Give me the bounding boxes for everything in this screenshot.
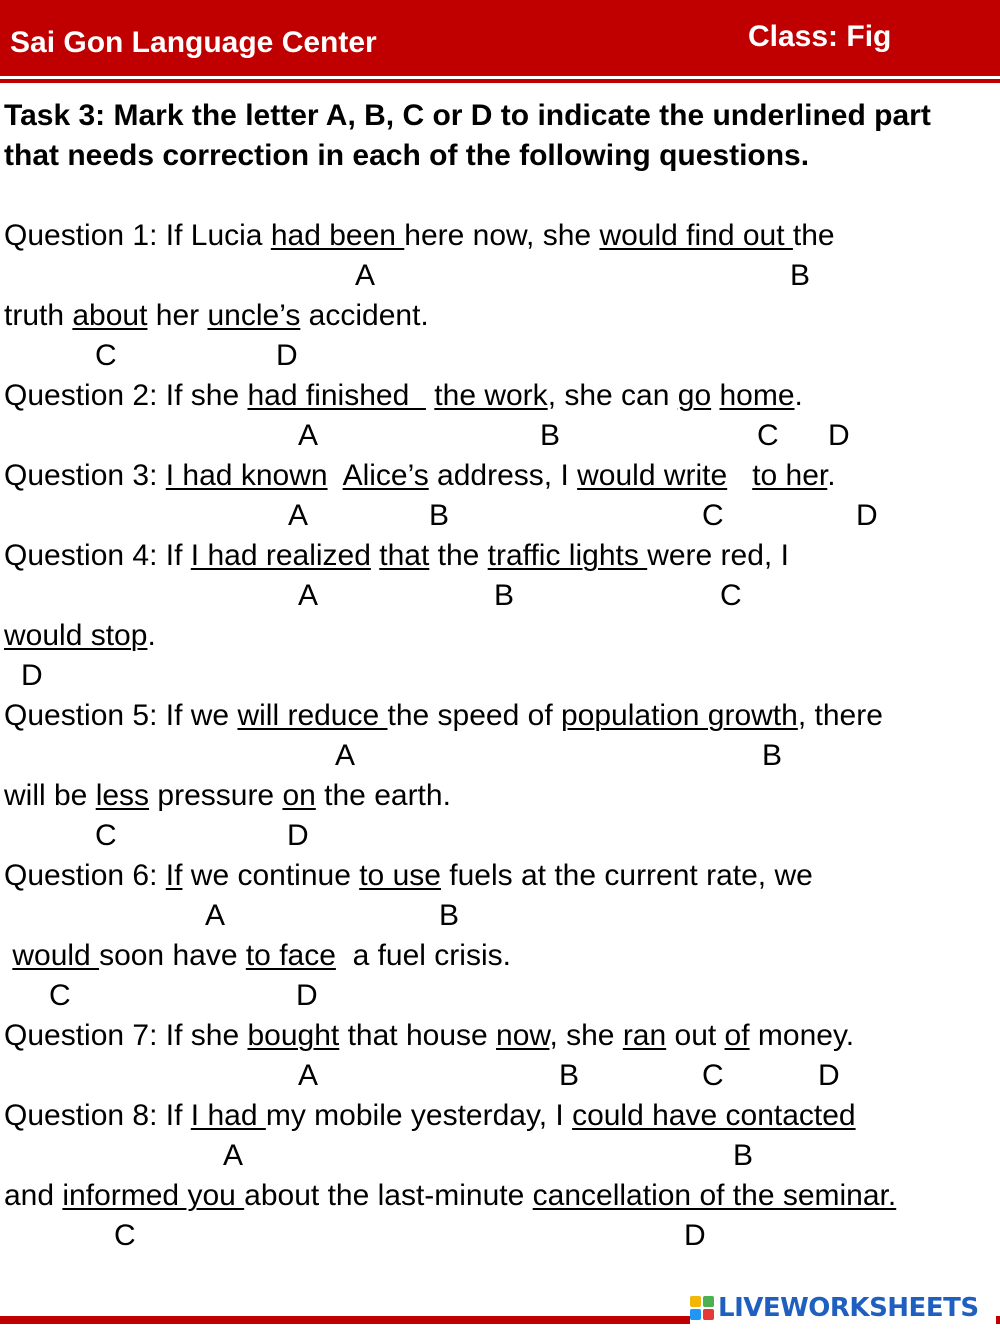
question-5-line-2: [4, 778, 451, 814]
question-4-line-1: [4, 538, 789, 574]
option-letter-b: B: [733, 1139, 754, 1172]
underlined-part: cancellation of the seminar.: [532, 1179, 897, 1212]
underlined-part: would stop: [4, 619, 148, 652]
sentence-text: about the last-minute: [244, 1179, 533, 1212]
underlined-part: about: [72, 299, 148, 332]
sentence-text: her: [147, 299, 208, 332]
question-7-line-1: [4, 1018, 854, 1054]
sentence-text: that house: [339, 1019, 497, 1052]
question-1-line-2: [4, 298, 429, 334]
option-letter-d: D: [684, 1219, 706, 1252]
option-letter-a: A: [355, 259, 376, 292]
option-letter-a: A: [298, 419, 319, 452]
underlined-part: had been: [270, 219, 405, 252]
option-letter-d: D: [828, 419, 850, 452]
underlined-part: home: [719, 379, 795, 412]
sentence-text: my mobile yesterday, I: [265, 1099, 573, 1132]
option-letter-a: A: [205, 899, 226, 932]
sentence-text: soon have: [99, 939, 246, 972]
underlined-part: will reduce: [237, 699, 388, 732]
option-letter-b: B: [762, 739, 783, 772]
option-letter-c: C: [49, 979, 71, 1012]
sentence-text: , she: [549, 1019, 623, 1052]
underlined-part: I had: [190, 1099, 266, 1132]
option-letter-b: B: [429, 499, 450, 532]
sentence-text: a fuel crisis.: [335, 939, 511, 972]
sentence-text: , there: [797, 699, 883, 732]
sentence-text: Question 1: If Lucia: [4, 219, 271, 252]
underlined-part: go: [677, 379, 712, 412]
liveworksheets-logo: [690, 1288, 996, 1328]
underlined-part: could have contacted: [572, 1099, 856, 1132]
question-6-line-2: [4, 938, 511, 974]
option-letter-c: C: [114, 1219, 136, 1252]
underlined-part: to use: [359, 859, 441, 892]
option-letter-b: B: [494, 579, 515, 612]
task-instruction: Task 3: Mark the letter A, B, C or D to indicate the underlined part that needs correction in each of the following questions.: [4, 99, 931, 172]
option-letter-a: A: [223, 1139, 244, 1172]
sentence-text: the: [792, 219, 835, 252]
option-letter-c: C: [702, 499, 724, 532]
sentence-text: pressure: [149, 779, 283, 812]
underlined-part: of: [724, 1019, 750, 1052]
sentence-text: [727, 459, 752, 492]
sentence-text: Question 8: If: [4, 1099, 191, 1132]
sentence-text: , she can: [547, 379, 678, 412]
sentence-text: fuels at the current rate, we: [440, 859, 813, 892]
center-name: Sai Gon Language Center: [10, 26, 377, 59]
option-letter-c: C: [720, 579, 742, 612]
underlined-part: bought: [247, 1019, 340, 1052]
underlined-part: now: [496, 1019, 550, 1052]
sentence-text: .: [794, 379, 803, 412]
option-letter-d: D: [287, 819, 309, 852]
sentence-text: .: [827, 459, 836, 492]
option-letter-a: A: [298, 579, 319, 612]
sentence-text: [328, 459, 343, 492]
underlined-part: had finished: [247, 379, 426, 412]
class-label: Class: Fig: [748, 20, 892, 53]
option-letter-d: D: [856, 499, 878, 532]
sentence-text: Question 2: If she: [4, 379, 248, 412]
brand-name: LIVEWORKSHEETS: [718, 1293, 979, 1323]
option-letter-c: C: [757, 419, 779, 452]
sentence-text: Question 6:: [4, 859, 166, 892]
option-letter-a: A: [288, 499, 309, 532]
sentence-text: will be: [4, 779, 96, 812]
question-3-line-1: [4, 458, 836, 494]
underlined-part: If: [165, 859, 183, 892]
logo-blocks-icon: [690, 1296, 714, 1320]
underlined-part: population growth: [560, 699, 798, 732]
sentence-text: the earth.: [315, 779, 451, 812]
option-letter-c: C: [95, 339, 117, 372]
option-letter-b: B: [540, 419, 561, 452]
sentence-text: Question 7: If she: [4, 1019, 248, 1052]
sentence-text: Question 4: If: [4, 539, 191, 572]
underlined-part: ran: [622, 1019, 667, 1052]
question-2-line-1: [4, 378, 803, 414]
underlined-part: I had realized: [190, 539, 371, 572]
question-8-line-2: [4, 1178, 896, 1214]
underlined-part: informed you: [62, 1179, 245, 1212]
underlined-part: would write: [577, 459, 728, 492]
sentence-text: here now, she: [404, 219, 600, 252]
underlined-part: the work: [434, 379, 548, 412]
underlined-part: that: [379, 539, 430, 572]
option-letter-c: C: [702, 1059, 724, 1092]
option-letter-a: A: [298, 1059, 319, 1092]
option-letter-d: D: [276, 339, 298, 372]
underlined-part: traffic lights: [487, 539, 648, 572]
option-letter-b: B: [559, 1059, 580, 1092]
option-letter-b: B: [439, 899, 460, 932]
sentence-text: were red, I: [647, 539, 789, 572]
underlined-part: would: [12, 939, 100, 972]
option-letter-d: D: [296, 979, 318, 1012]
underlined-part: would find out: [599, 219, 793, 252]
sentence-text: money.: [749, 1019, 855, 1052]
underlined-part: less: [95, 779, 150, 812]
question-5-line-1: [4, 698, 883, 734]
sentence-text: accident.: [300, 299, 429, 332]
header-divider: [0, 79, 1000, 83]
option-letter-a: A: [335, 739, 356, 772]
header-bar: [0, 0, 1000, 79]
option-letter-b: B: [790, 259, 811, 292]
underlined-part: I had known: [165, 459, 328, 492]
underlined-part: uncle’s: [207, 299, 301, 332]
question-1-line-1: [4, 218, 835, 254]
sentence-text: and: [4, 1179, 63, 1212]
sentence-text: we continue: [182, 859, 360, 892]
sentence-text: [371, 539, 379, 572]
sentence-text: Question 5: If we: [4, 699, 238, 732]
sentence-text: address, I: [428, 459, 578, 492]
sentence-text: the: [429, 539, 488, 572]
sentence-text: out: [666, 1019, 725, 1052]
sentence-text: .: [147, 619, 156, 652]
question-8-line-1: [4, 1098, 856, 1134]
option-letter-d: D: [818, 1059, 840, 1092]
option-letter-d: D: [21, 659, 43, 692]
underlined-part: on: [282, 779, 316, 812]
option-letter-c: C: [95, 819, 117, 852]
sentence-text: truth: [4, 299, 73, 332]
underlined-part: Alice’s: [342, 459, 429, 492]
question-4-line-2: [4, 618, 156, 654]
sentence-text: the speed of: [387, 699, 561, 732]
underlined-part: to her: [752, 459, 828, 492]
question-6-line-1: [4, 858, 813, 894]
underlined-part: to face: [245, 939, 336, 972]
sentence-text: Question 3:: [4, 459, 166, 492]
